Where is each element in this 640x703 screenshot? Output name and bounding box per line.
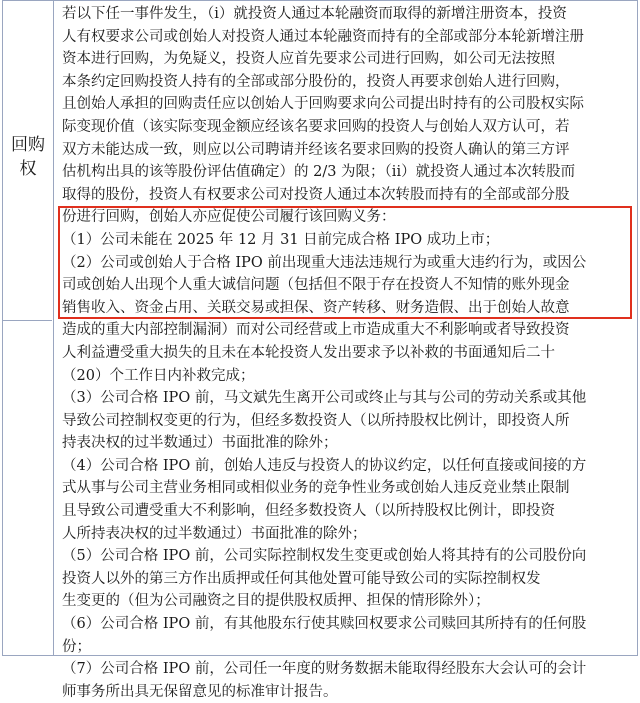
column-divider [53, 1, 54, 655]
text-line: 份； [62, 638, 91, 655]
row-divider [3, 320, 52, 321]
text-line: 本条约定回购投资人持有的全部或部分股份的，投资人再要求创始人进行回购， [62, 73, 570, 90]
text-line: （5）公司合格 IPO 前，公司实际控制权发生变更或创始人将其持有的公司股份向 [62, 548, 587, 565]
text-line: （20）个工作日内补救完成； [62, 367, 255, 384]
text-line: 人所持表决权的过半数通过）书面批准的除外； [62, 525, 367, 542]
row-label-line: 权 [19, 159, 37, 179]
text-line: 师事务所出具无保留意见的标准审计报告。 [62, 683, 338, 700]
text-line: （4）公司合格 IPO 前，创始人违反与投资人的协议约定，以任何直接或间接的方 [62, 457, 587, 474]
text-line: 资本进行回购，为免疑义，投资人应首先要求公司进行回购，如公司无法按照 [62, 51, 555, 68]
text-line: 人利益遭受重大损失的且未在本轮投资人发出要求予以补救的书面通知后二十 [62, 344, 555, 361]
text-line: 持表决权的过半数通过）书面批准的除外； [62, 435, 338, 452]
text-line: 造成的重大内部控制漏洞）而对公司经营或上市造成重大不利影响或者导致投资 [62, 322, 570, 339]
text-line: 生变更的（但为公司融资之目的提供股权质押、担保的情形除外）； [62, 593, 490, 610]
text-line: 司或创始人出现个人重大诚信问题（包括但不限于存在投资人不知情的账外现金 [62, 277, 570, 294]
text-line: 份进行回购，创始人亦应促使公司履行该回购义务： [62, 209, 396, 226]
text-line: （7）公司合格 IPO 前，公司任一年度的财务数据未能取得经股东大会认可的会计 [62, 661, 587, 678]
text-line: 若以下任一事件发生，（i）就投资人通过本轮融资而取得的新增注册资本，投资 [62, 6, 567, 22]
text-line: 取得的股份，投资人有权要求公司对投资人通过本次转股而持有的全部或部分股 [62, 186, 570, 203]
text-line: 且创始人承担的回购责任应以创始人于回购要求向公司提出时持有的公司股权实际 [62, 96, 584, 113]
text-line: 投资人以外的第三方作出质押或任何其他处置可能导致公司的实际控制权发 [62, 570, 541, 587]
text-line: 估机构出具的该等股份评估值确定）的 2/3 为限；（ii）就投资人通过本次转股而 [62, 164, 576, 181]
text-line: 双方未能达成一致，则应以公司聘请并经该名要求回购的投资人确认的第三方评 [62, 141, 570, 158]
text-line: （6）公司合格 IPO 前，有其他股东行使其赎回权要求公司赎回其所持有的任何股 [62, 616, 587, 633]
text-line: 导致公司控制权变更的行为，但经多数投资人（以所持股权比例计，即投资人所 [62, 412, 570, 429]
text-line: 销售收入、资金占用、关联交易或担保、资产转移、财务造假、出于创始人故意 [62, 299, 570, 316]
text-line: 人有权要求公司或创始人对投资人通过本轮融资而持有的全部或部分本轮新增注册 [62, 28, 584, 45]
text-line: 式从事与公司主营业务相同或相似业务的竞争性业务或创始人违反竞业禁止限制 [62, 480, 570, 497]
row-label-line: 回购 [11, 135, 45, 155]
text-line: （3）公司合格 IPO 前，马文斌先生离开公司或终止与其与公司的劳动关系或其他 [62, 390, 587, 407]
text-line: 且导致公司遭受重大不利影响，但经多数投资人（以所持股权比例计，即投资 [62, 503, 555, 520]
text-line: （2）公司或创始人于合格 IPO 前出现重大违法违规行为或重大违约行为，或因公 [62, 254, 587, 271]
clause-text [62, 3, 634, 703]
text-line: 际变现价值（该实际变现金额应经该名要求回购的投资人与创始人双方认可，若 [62, 118, 570, 135]
row-label-buyback-right [3, 133, 53, 181]
text-line: （1）公司未能在 2025 年 12 月 31 日前完成合格 IPO 成功上市； [62, 231, 500, 248]
